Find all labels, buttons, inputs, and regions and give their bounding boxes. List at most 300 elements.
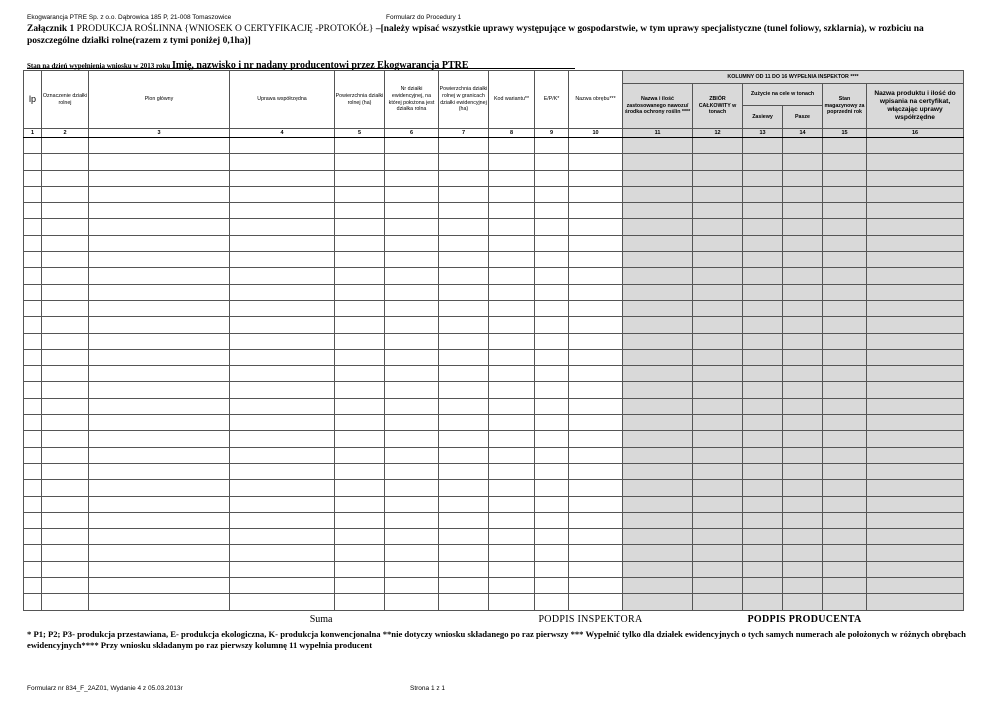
table-cell[interactable] <box>24 219 42 235</box>
table-cell[interactable] <box>230 480 335 496</box>
table-cell[interactable] <box>439 186 489 202</box>
table-cell[interactable] <box>693 268 743 284</box>
table-cell[interactable] <box>693 349 743 365</box>
table-cell[interactable] <box>783 382 823 398</box>
table-cell[interactable] <box>89 186 230 202</box>
table-cell[interactable] <box>867 561 964 577</box>
table-cell[interactable] <box>89 333 230 349</box>
table-cell[interactable] <box>743 512 783 528</box>
table-cell[interactable] <box>743 154 783 170</box>
table-cell[interactable] <box>535 317 569 333</box>
table-cell[interactable] <box>489 203 535 219</box>
table-cell[interactable] <box>569 170 623 186</box>
table-cell[interactable] <box>535 463 569 479</box>
table-cell[interactable] <box>783 463 823 479</box>
table-cell[interactable] <box>783 284 823 300</box>
table-cell[interactable] <box>335 545 385 561</box>
table-cell[interactable] <box>535 561 569 577</box>
table-cell[interactable] <box>783 138 823 154</box>
table-cell[interactable] <box>439 284 489 300</box>
table-cell[interactable] <box>335 203 385 219</box>
table-cell[interactable] <box>89 382 230 398</box>
table-cell[interactable] <box>230 545 335 561</box>
table-cell[interactable] <box>569 578 623 594</box>
table-cell[interactable] <box>535 431 569 447</box>
table-cell[interactable] <box>535 480 569 496</box>
table-cell[interactable] <box>693 594 743 610</box>
table-cell[interactable] <box>569 594 623 610</box>
table-cell[interactable] <box>489 431 535 447</box>
table-cell[interactable] <box>230 268 335 284</box>
table-cell[interactable] <box>42 284 89 300</box>
table-cell[interactable] <box>42 170 89 186</box>
table-cell[interactable] <box>623 398 693 414</box>
table-cell[interactable] <box>89 463 230 479</box>
table-cell[interactable] <box>489 480 535 496</box>
table-cell[interactable] <box>439 154 489 170</box>
table-cell[interactable] <box>535 300 569 316</box>
table-cell[interactable] <box>569 512 623 528</box>
table-cell[interactable] <box>335 594 385 610</box>
table-cell[interactable] <box>489 463 535 479</box>
table-cell[interactable] <box>535 203 569 219</box>
table-cell[interactable] <box>335 300 385 316</box>
table-cell[interactable] <box>24 300 42 316</box>
table-cell[interactable] <box>439 333 489 349</box>
table-cell[interactable] <box>385 415 439 431</box>
table-cell[interactable] <box>623 252 693 268</box>
table-cell[interactable] <box>24 415 42 431</box>
table-cell[interactable] <box>535 268 569 284</box>
table-cell[interactable] <box>823 203 867 219</box>
table-cell[interactable] <box>867 349 964 365</box>
table-cell[interactable] <box>693 252 743 268</box>
table-cell[interactable] <box>42 252 89 268</box>
table-cell[interactable] <box>385 333 439 349</box>
table-cell[interactable] <box>439 252 489 268</box>
table-cell[interactable] <box>783 480 823 496</box>
table-cell[interactable] <box>783 578 823 594</box>
table-cell[interactable] <box>489 333 535 349</box>
table-cell[interactable] <box>439 545 489 561</box>
table-cell[interactable] <box>783 186 823 202</box>
table-cell[interactable] <box>335 219 385 235</box>
table-cell[interactable] <box>89 317 230 333</box>
table-cell[interactable] <box>743 431 783 447</box>
table-cell[interactable] <box>867 447 964 463</box>
table-cell[interactable] <box>385 561 439 577</box>
table-cell[interactable] <box>230 463 335 479</box>
table-cell[interactable] <box>693 415 743 431</box>
table-cell[interactable] <box>335 317 385 333</box>
suma-area-box[interactable] <box>335 610 385 631</box>
table-cell[interactable] <box>439 382 489 398</box>
table-cell[interactable] <box>335 463 385 479</box>
table-cell[interactable] <box>693 529 743 545</box>
table-cell[interactable] <box>385 496 439 512</box>
table-cell[interactable] <box>230 138 335 154</box>
table-cell[interactable] <box>569 561 623 577</box>
table-cell[interactable] <box>89 415 230 431</box>
table-cell[interactable] <box>569 268 623 284</box>
table-cell[interactable] <box>693 138 743 154</box>
table-cell[interactable] <box>335 431 385 447</box>
table-cell[interactable] <box>385 203 439 219</box>
table-cell[interactable] <box>535 382 569 398</box>
table-cell[interactable] <box>569 333 623 349</box>
table-cell[interactable] <box>42 366 89 382</box>
table-cell[interactable] <box>385 154 439 170</box>
table-cell[interactable] <box>867 512 964 528</box>
table-cell[interactable] <box>24 480 42 496</box>
table-cell[interactable] <box>385 170 439 186</box>
table-cell[interactable] <box>783 333 823 349</box>
table-cell[interactable] <box>439 447 489 463</box>
table-cell[interactable] <box>230 578 335 594</box>
table-cell[interactable] <box>823 186 867 202</box>
table-cell[interactable] <box>230 235 335 251</box>
table-cell[interactable] <box>623 431 693 447</box>
table-cell[interactable] <box>783 398 823 414</box>
table-cell[interactable] <box>24 447 42 463</box>
table-cell[interactable] <box>693 561 743 577</box>
table-cell[interactable] <box>783 154 823 170</box>
table-cell[interactable] <box>230 431 335 447</box>
table-cell[interactable] <box>823 447 867 463</box>
table-cell[interactable] <box>743 186 783 202</box>
table-cell[interactable] <box>535 219 569 235</box>
table-cell[interactable] <box>743 284 783 300</box>
table-cell[interactable] <box>783 219 823 235</box>
table-cell[interactable] <box>335 252 385 268</box>
table-cell[interactable] <box>693 545 743 561</box>
table-cell[interactable] <box>623 219 693 235</box>
table-cell[interactable] <box>535 186 569 202</box>
table-cell[interactable] <box>693 480 743 496</box>
table-cell[interactable] <box>42 219 89 235</box>
table-cell[interactable] <box>230 512 335 528</box>
table-cell[interactable] <box>623 349 693 365</box>
table-cell[interactable] <box>385 252 439 268</box>
table-cell[interactable] <box>623 512 693 528</box>
table-cell[interactable] <box>24 284 42 300</box>
table-cell[interactable] <box>743 349 783 365</box>
table-cell[interactable] <box>823 480 867 496</box>
table-cell[interactable] <box>489 300 535 316</box>
table-cell[interactable] <box>335 186 385 202</box>
table-cell[interactable] <box>743 480 783 496</box>
table-cell[interactable] <box>823 415 867 431</box>
table-cell[interactable] <box>783 366 823 382</box>
table-cell[interactable] <box>693 447 743 463</box>
table-cell[interactable] <box>623 138 693 154</box>
table-cell[interactable] <box>24 496 42 512</box>
table-cell[interactable] <box>24 366 42 382</box>
table-cell[interactable] <box>385 366 439 382</box>
table-cell[interactable] <box>335 447 385 463</box>
table-cell[interactable] <box>569 529 623 545</box>
table-cell[interactable] <box>823 317 867 333</box>
table-cell[interactable] <box>623 284 693 300</box>
table-cell[interactable] <box>42 186 89 202</box>
table-cell[interactable] <box>623 382 693 398</box>
table-cell[interactable] <box>230 170 335 186</box>
table-cell[interactable] <box>230 382 335 398</box>
table-cell[interactable] <box>385 317 439 333</box>
table-cell[interactable] <box>89 154 230 170</box>
table-cell[interactable] <box>24 512 42 528</box>
table-cell[interactable] <box>867 366 964 382</box>
table-cell[interactable] <box>783 415 823 431</box>
table-cell[interactable] <box>569 235 623 251</box>
table-cell[interactable] <box>693 431 743 447</box>
table-cell[interactable] <box>623 463 693 479</box>
table-cell[interactable] <box>569 366 623 382</box>
table-cell[interactable] <box>867 496 964 512</box>
table-cell[interactable] <box>24 203 42 219</box>
table-cell[interactable] <box>623 300 693 316</box>
table-cell[interactable] <box>489 529 535 545</box>
table-cell[interactable] <box>230 366 335 382</box>
table-cell[interactable] <box>867 529 964 545</box>
table-cell[interactable] <box>24 545 42 561</box>
table-cell[interactable] <box>867 186 964 202</box>
table-cell[interactable] <box>783 268 823 284</box>
table-cell[interactable] <box>42 235 89 251</box>
table-cell[interactable] <box>535 545 569 561</box>
table-cell[interactable] <box>335 512 385 528</box>
table-cell[interactable] <box>535 496 569 512</box>
table-cell[interactable] <box>867 170 964 186</box>
table-cell[interactable] <box>535 138 569 154</box>
table-cell[interactable] <box>743 447 783 463</box>
table-cell[interactable] <box>743 366 783 382</box>
table-cell[interactable] <box>385 349 439 365</box>
table-cell[interactable] <box>24 138 42 154</box>
table-cell[interactable] <box>693 203 743 219</box>
table-cell[interactable] <box>623 366 693 382</box>
table-cell[interactable] <box>89 235 230 251</box>
table-cell[interactable] <box>693 154 743 170</box>
table-cell[interactable] <box>42 333 89 349</box>
table-cell[interactable] <box>535 594 569 610</box>
table-cell[interactable] <box>867 219 964 235</box>
table-cell[interactable] <box>743 235 783 251</box>
table-cell[interactable] <box>569 496 623 512</box>
table-cell[interactable] <box>89 512 230 528</box>
table-cell[interactable] <box>385 431 439 447</box>
table-cell[interactable] <box>439 578 489 594</box>
table-cell[interactable] <box>743 398 783 414</box>
table-cell[interactable] <box>535 170 569 186</box>
table-cell[interactable] <box>867 415 964 431</box>
table-cell[interactable] <box>24 235 42 251</box>
table-cell[interactable] <box>569 186 623 202</box>
table-cell[interactable] <box>623 545 693 561</box>
table-cell[interactable] <box>867 382 964 398</box>
table-cell[interactable] <box>823 333 867 349</box>
table-cell[interactable] <box>823 252 867 268</box>
table-cell[interactable] <box>489 349 535 365</box>
table-cell[interactable] <box>439 317 489 333</box>
table-cell[interactable] <box>867 252 964 268</box>
table-cell[interactable] <box>89 284 230 300</box>
table-cell[interactable] <box>743 203 783 219</box>
table-cell[interactable] <box>89 578 230 594</box>
table-cell[interactable] <box>743 300 783 316</box>
table-cell[interactable] <box>42 431 89 447</box>
table-cell[interactable] <box>230 252 335 268</box>
table-cell[interactable] <box>489 186 535 202</box>
table-cell[interactable] <box>42 480 89 496</box>
table-cell[interactable] <box>489 398 535 414</box>
table-cell[interactable] <box>569 480 623 496</box>
table-cell[interactable] <box>535 398 569 414</box>
table-cell[interactable] <box>623 186 693 202</box>
table-cell[interactable] <box>867 284 964 300</box>
table-cell[interactable] <box>230 154 335 170</box>
table-cell[interactable] <box>439 349 489 365</box>
table-cell[interactable] <box>867 594 964 610</box>
table-cell[interactable] <box>693 170 743 186</box>
table-cell[interactable] <box>89 496 230 512</box>
table-cell[interactable] <box>385 398 439 414</box>
table-cell[interactable] <box>867 545 964 561</box>
table-cell[interactable] <box>42 138 89 154</box>
table-cell[interactable] <box>693 398 743 414</box>
table-cell[interactable] <box>743 382 783 398</box>
table-cell[interactable] <box>335 561 385 577</box>
table-cell[interactable] <box>623 594 693 610</box>
table-cell[interactable] <box>823 512 867 528</box>
table-cell[interactable] <box>867 578 964 594</box>
table-cell[interactable] <box>89 431 230 447</box>
table-cell[interactable] <box>569 138 623 154</box>
table-cell[interactable] <box>535 252 569 268</box>
table-cell[interactable] <box>89 138 230 154</box>
table-cell[interactable] <box>89 398 230 414</box>
table-cell[interactable] <box>693 496 743 512</box>
table-cell[interactable] <box>783 447 823 463</box>
table-cell[interactable] <box>867 138 964 154</box>
table-cell[interactable] <box>693 284 743 300</box>
table-cell[interactable] <box>823 594 867 610</box>
table-cell[interactable] <box>42 463 89 479</box>
table-cell[interactable] <box>42 578 89 594</box>
table-cell[interactable] <box>24 398 42 414</box>
table-cell[interactable] <box>569 349 623 365</box>
table-cell[interactable] <box>693 186 743 202</box>
table-cell[interactable] <box>335 366 385 382</box>
table-cell[interactable] <box>823 349 867 365</box>
table-cell[interactable] <box>783 170 823 186</box>
table-cell[interactable] <box>385 463 439 479</box>
table-cell[interactable] <box>489 170 535 186</box>
table-cell[interactable] <box>439 431 489 447</box>
table-cell[interactable] <box>489 545 535 561</box>
table-cell[interactable] <box>439 463 489 479</box>
table-cell[interactable] <box>535 447 569 463</box>
table-cell[interactable] <box>24 154 42 170</box>
table-cell[interactable] <box>335 415 385 431</box>
table-cell[interactable] <box>335 333 385 349</box>
table-cell[interactable] <box>24 578 42 594</box>
table-cell[interactable] <box>42 512 89 528</box>
table-cell[interactable] <box>569 317 623 333</box>
inspector-signature-field[interactable] <box>693 610 743 631</box>
table-cell[interactable] <box>89 529 230 545</box>
table-cell[interactable] <box>823 382 867 398</box>
table-cell[interactable] <box>335 398 385 414</box>
table-cell[interactable] <box>569 252 623 268</box>
table-cell[interactable] <box>89 268 230 284</box>
table-cell[interactable] <box>335 529 385 545</box>
table-cell[interactable] <box>823 219 867 235</box>
table-cell[interactable] <box>230 349 335 365</box>
table-cell[interactable] <box>783 545 823 561</box>
table-cell[interactable] <box>783 252 823 268</box>
table-cell[interactable] <box>783 203 823 219</box>
table-cell[interactable] <box>24 333 42 349</box>
table-cell[interactable] <box>569 203 623 219</box>
table-cell[interactable] <box>230 300 335 316</box>
table-cell[interactable] <box>489 252 535 268</box>
table-cell[interactable] <box>489 561 535 577</box>
table-cell[interactable] <box>823 545 867 561</box>
table-cell[interactable] <box>335 154 385 170</box>
table-cell[interactable] <box>24 463 42 479</box>
table-cell[interactable] <box>230 398 335 414</box>
table-cell[interactable] <box>385 268 439 284</box>
table-cell[interactable] <box>89 545 230 561</box>
table-cell[interactable] <box>823 431 867 447</box>
table-cell[interactable] <box>89 594 230 610</box>
table-cell[interactable] <box>623 333 693 349</box>
table-cell[interactable] <box>693 382 743 398</box>
table-cell[interactable] <box>489 578 535 594</box>
table-cell[interactable] <box>693 317 743 333</box>
table-cell[interactable] <box>439 561 489 577</box>
table-cell[interactable] <box>823 235 867 251</box>
table-cell[interactable] <box>439 138 489 154</box>
table-cell[interactable] <box>569 398 623 414</box>
table-cell[interactable] <box>535 235 569 251</box>
table-cell[interactable] <box>89 300 230 316</box>
table-cell[interactable] <box>489 154 535 170</box>
table-cell[interactable] <box>693 366 743 382</box>
table-cell[interactable] <box>743 496 783 512</box>
table-cell[interactable] <box>230 496 335 512</box>
table-cell[interactable] <box>439 594 489 610</box>
table-cell[interactable] <box>24 268 42 284</box>
table-cell[interactable] <box>89 561 230 577</box>
table-cell[interactable] <box>24 529 42 545</box>
producer-signature-field[interactable] <box>867 610 964 631</box>
table-cell[interactable] <box>439 512 489 528</box>
table-cell[interactable] <box>783 235 823 251</box>
table-cell[interactable] <box>89 219 230 235</box>
table-cell[interactable] <box>439 235 489 251</box>
table-cell[interactable] <box>569 382 623 398</box>
table-cell[interactable] <box>743 170 783 186</box>
table-cell[interactable] <box>24 317 42 333</box>
table-cell[interactable] <box>439 203 489 219</box>
table-cell[interactable] <box>623 415 693 431</box>
table-cell[interactable] <box>385 512 439 528</box>
table-cell[interactable] <box>623 578 693 594</box>
table-cell[interactable] <box>535 366 569 382</box>
table-cell[interactable] <box>867 463 964 479</box>
